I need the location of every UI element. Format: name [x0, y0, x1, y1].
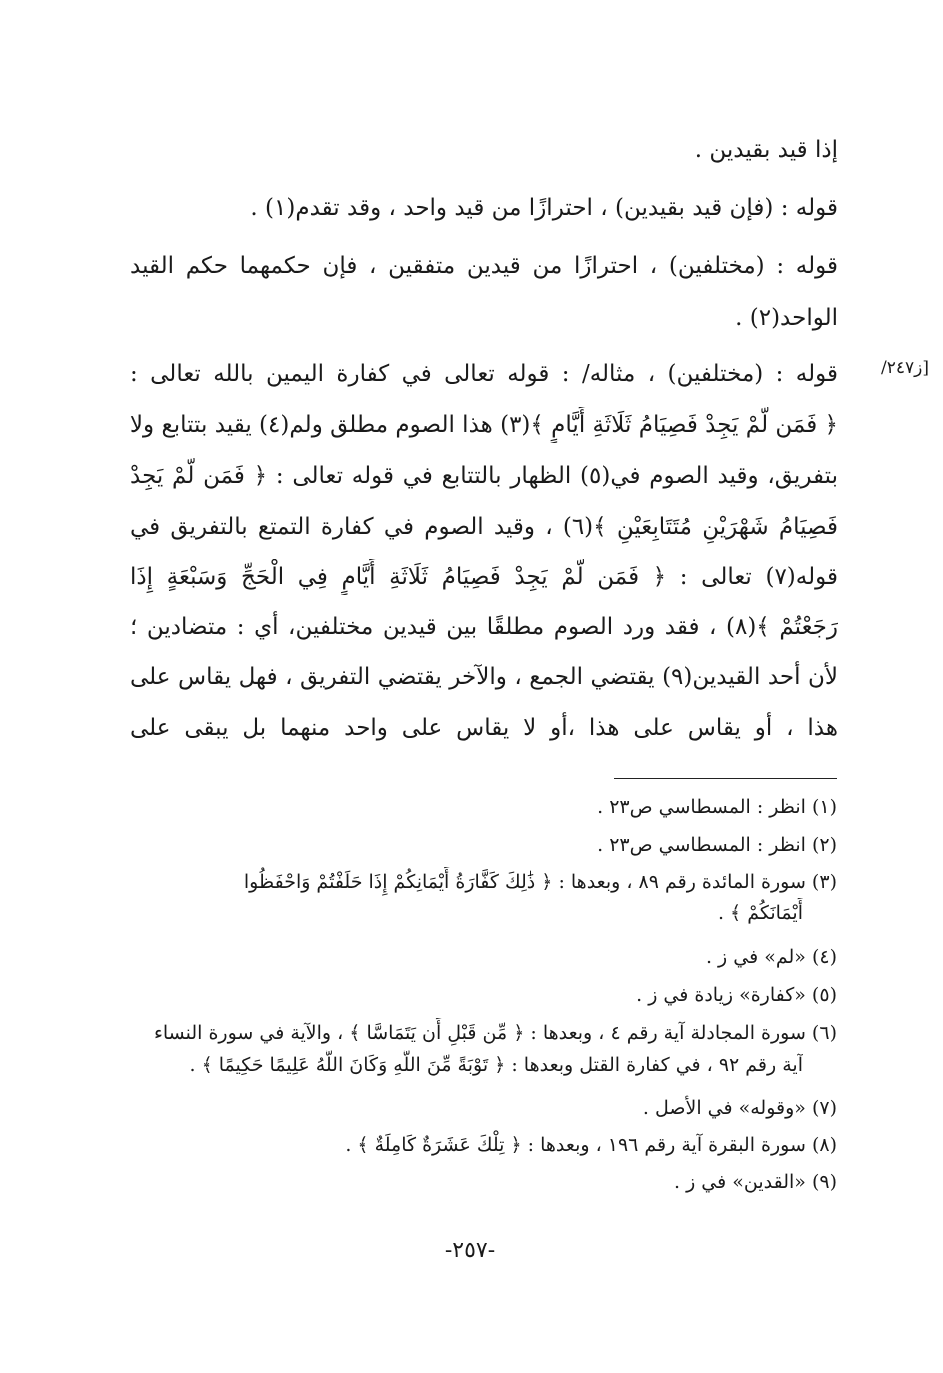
footnote-separator [614, 778, 837, 779]
footnote-9: (٩) «القدين» في ز . [674, 1171, 837, 1193]
body-line-5: قوله : (مختلفين) ، مثاله/ : قوله تعالى في كفارة اليمين بالله تعالى : [130, 361, 838, 387]
body-line-7: بتفريق، وقيد الصوم في(٥) الظهار بالتتابع في قوله تعالى : ﴿ فَمَن لَّمْ يَجِدْ [130, 463, 838, 489]
body-line-1: إذا قيد بقيدين . [694, 137, 838, 163]
footnote-3: (٣) سورة المائدة رقم ٨٩ ، وبعدها : ﴿ ذَٰلِكَ كَفَّارَةُ أَيْمَانِكُمْ إِذَا حَلَفْتُمْ وَاحْفَظُوا [243, 871, 837, 893]
body-line-4: الواحد(٢) . [735, 305, 838, 331]
body-line-6: ﴿ فَمَن لَّمْ يَجِدْ فَصِيَامُ ثَلَاثَةِ أَيَّامٍ ﴾(٣) هذا الصوم مطلق ولم(٤) يقيد بتتابع ولا [130, 412, 838, 438]
body-line-8: فَصِيَامُ شَهْرَيْنِ مُتَتَابِعَيْنِ ﴾(٦) ، وقيد الصوم في كفارة التمتع بالتفريق في [130, 514, 838, 540]
body-line-2: قوله : (فإن قيد بقيدين) ، احترازًا من قيد واحد ، وقد تقدم(١) . [250, 195, 838, 221]
body-line-11: لأن أحد القيدين(٩) يقتضي الجمع ، والآخر يقتضي التفريق ، فهل يقاس على [130, 664, 838, 690]
manuscript-folio-note: [ز٢٤٧/ [881, 358, 929, 378]
footnote-7: (٧) «وقوله» في الأصل . [642, 1097, 837, 1119]
footnote-4: (٤) «لم» في ز . [705, 946, 837, 968]
footnote-2: (٢) انظر : المسطاسي ص٢٣ . [597, 834, 837, 856]
page-number: -٢٥٧- [444, 1238, 496, 1263]
footnote-6: (٦) سورة المجادلة آية رقم ٤ ، وبعدها : ﴿ مِّن قَبْلِ أَن يَتَمَاسَّا ﴾ ، والآية في سورة النساء [153, 1022, 837, 1044]
footnote-3-continued: أَيْمَانَكُمْ ﴾ . [717, 902, 803, 924]
footnote-6-continued: آية رقم ٩٢ ، في كفارة القتل وبعدها : ﴿ تَوْبَةً مِّنَ اللَّهِ وَكَانَ اللَّهُ عَلِيمًا حَكِيمًا ﴾ . [189, 1054, 803, 1076]
body-line-9: قوله(٧) تعالى : ﴿ فَمَن لَّمْ يَجِدْ فَصِيَامُ ثَلَاثَةِ أَيَّامٍ فِي الْحَجِّ وَسَبْعَةٍ إِذَا [130, 564, 838, 590]
body-line-3: قوله : (مختلفين) ، احترازًا من قيدين متفقين ، فإن حكمهما حكم القيد [130, 253, 838, 279]
body-line-12: هذا ، أو يقاس على هذا ،أو لا يقاس على واحد منهما بل يبقى على [130, 715, 838, 741]
footnote-8: (٨) سورة البقرة آية رقم ١٩٦ ، وبعدها : ﴿ تِلْكَ عَشَرَةٌ كَامِلَةٌ ﴾ . [345, 1134, 837, 1156]
body-line-10: رَجَعْتُمْ ﴾(٨) ، فقد ورد الصوم مطلقًا بين قيدين مختلفين، أي : متضادين ؛ [130, 614, 838, 640]
footnote-5: (٥) «كفارة» زيادة في ز . [636, 984, 837, 1006]
footnote-1: (١) انظر : المسطاسي ص٢٣ . [597, 796, 837, 818]
